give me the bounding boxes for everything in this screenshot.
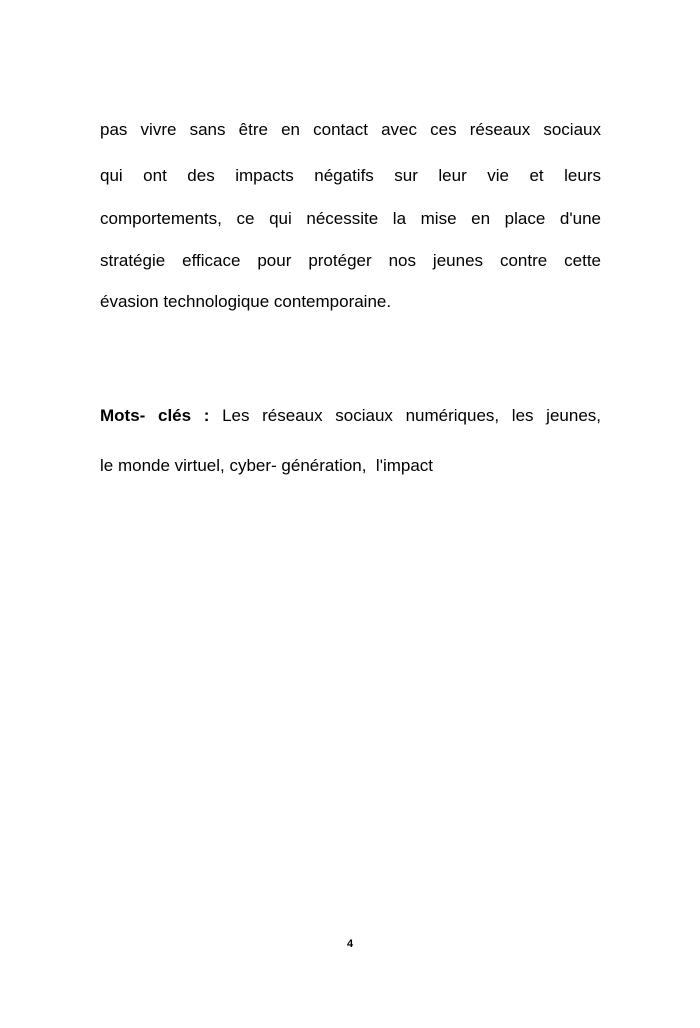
body-line: comportements, ce qui nécessite la mise en place d'une	[100, 209, 601, 228]
body-line: stratégie efficace pour protéger nos jeunes contre cette	[100, 251, 601, 270]
keywords-line	[100, 405, 601, 427]
keywords-line-continued: le monde virtuel, cyber- génération, l'impact	[100, 456, 434, 475]
body-line-last: évasion technologique contemporaine.	[100, 292, 392, 311]
body-line: pas vivre sans être en contact avec ces réseaux sociaux	[100, 120, 601, 139]
body-line: qui ont des impacts négatifs sur leur vie et leurs	[100, 166, 601, 185]
page-number: 4	[346, 938, 354, 950]
keywords-label: Mots- clés :	[100, 406, 210, 425]
keywords-text: Les réseaux sociaux numériques, les jeunes,	[209, 406, 601, 425]
